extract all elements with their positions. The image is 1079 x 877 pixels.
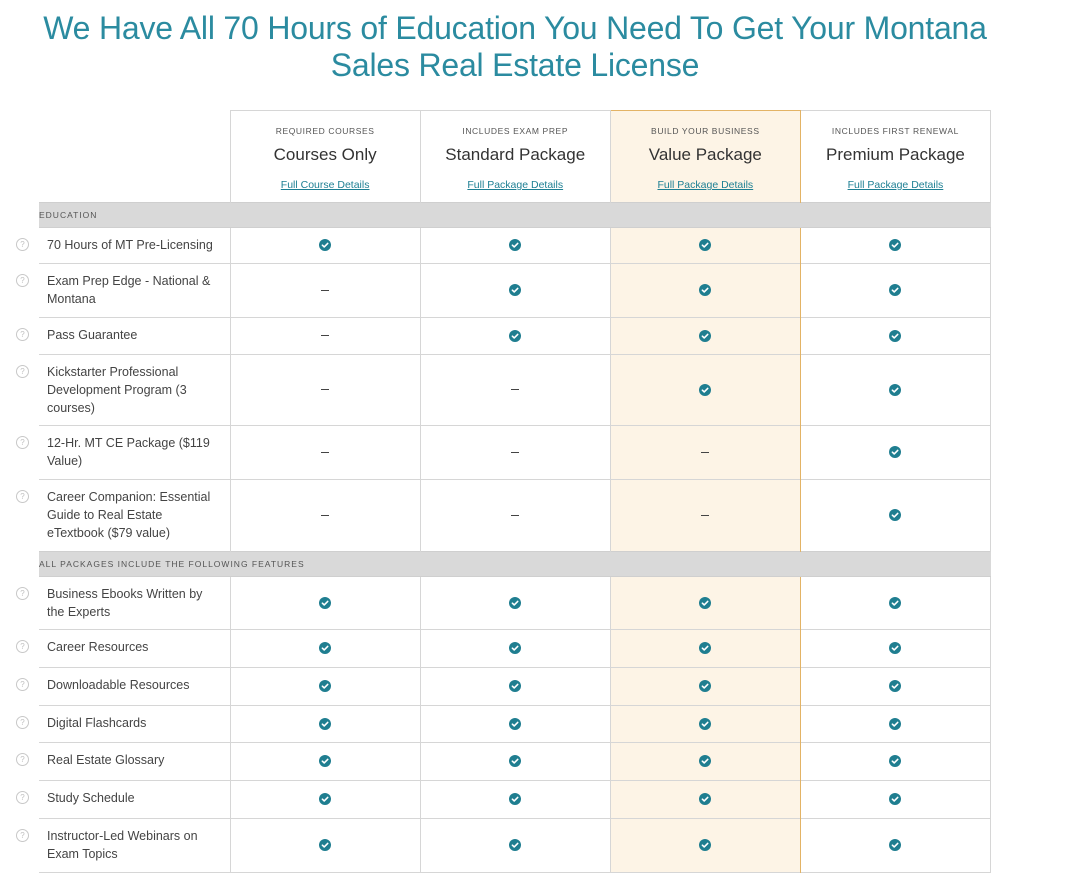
- package-value-cell: [420, 706, 610, 743]
- package-value-cell: [420, 630, 610, 668]
- package-value-cell: [420, 355, 610, 426]
- package-name: Courses Only: [273, 145, 377, 164]
- header-spacer: [39, 111, 230, 203]
- package-name: Standard Package: [445, 145, 586, 164]
- package-value-cell: [610, 781, 800, 819]
- package-tag: INCLUDES FIRST RENEWAL: [831, 126, 959, 136]
- package-value-cell: [800, 706, 990, 743]
- check-circle-icon: [699, 755, 711, 767]
- table-row: [39, 781, 991, 819]
- check-circle-icon: [889, 755, 901, 767]
- package-value-cell: [420, 819, 610, 873]
- check-circle-icon: [319, 718, 331, 730]
- package-value-cell: [610, 355, 800, 426]
- check-circle-icon: [889, 509, 901, 521]
- package-value-cell: [800, 577, 990, 630]
- check-circle-icon: [889, 446, 901, 458]
- feature-cell: [20, 318, 230, 355]
- question-circle-icon[interactable]: ?: [16, 829, 29, 842]
- section-header-row: [39, 552, 991, 577]
- package-value-cell: [800, 426, 990, 480]
- feature-label: Kickstarter Professional Development Program (3 courses): [47, 365, 187, 415]
- check-circle-icon: [509, 239, 521, 251]
- feature-label: 70 Hours of MT Pre-Licensing: [47, 238, 213, 252]
- question-circle-icon[interactable]: ?: [16, 791, 29, 804]
- question-circle-icon[interactable]: ?: [16, 490, 29, 503]
- package-name: Premium Package: [825, 145, 965, 164]
- table-row: [39, 668, 991, 706]
- package-value-cell: [420, 480, 610, 552]
- check-circle-icon: [889, 680, 901, 692]
- feature-cell: [20, 355, 230, 426]
- question-circle-icon[interactable]: ?: [16, 587, 29, 600]
- feature-cell: [20, 264, 230, 318]
- check-circle-icon: [319, 839, 331, 851]
- check-circle-icon: [889, 384, 901, 396]
- check-circle-icon: [319, 755, 331, 767]
- feature-label: Instructor-Led Webinars on Exam Topics: [47, 829, 198, 861]
- feature-label: Business Ebooks Written by the Experts: [47, 587, 203, 619]
- dash-icon: [321, 335, 329, 336]
- package-value-cell: [610, 743, 800, 781]
- check-circle-icon: [889, 718, 901, 730]
- package-value-cell: [230, 668, 420, 706]
- package-value-cell: [610, 819, 800, 873]
- package-header-value: [610, 111, 800, 203]
- check-circle-icon: [889, 793, 901, 805]
- full-package-details-link[interactable]: Full Package Details: [467, 179, 564, 191]
- feature-cell: [20, 743, 230, 781]
- question-circle-icon[interactable]: ?: [16, 753, 29, 766]
- question-circle-icon[interactable]: ?: [16, 328, 29, 341]
- check-circle-icon: [509, 718, 521, 730]
- feature-cell: [20, 630, 230, 668]
- package-value-cell: [230, 819, 420, 873]
- check-circle-icon: [509, 330, 521, 342]
- package-value-cell: [800, 318, 990, 355]
- dash-icon: [321, 515, 329, 516]
- package-value-cell: [420, 743, 610, 781]
- table-row: [39, 706, 991, 743]
- feature-label: Exam Prep Edge - National & Montana: [47, 274, 211, 306]
- check-circle-icon: [509, 597, 521, 609]
- dash-icon: [511, 452, 519, 453]
- package-value-cell: [800, 264, 990, 318]
- check-circle-icon: [699, 597, 711, 609]
- package-value-cell: [800, 781, 990, 819]
- question-circle-icon[interactable]: ?: [16, 238, 29, 251]
- table-row: [39, 426, 991, 480]
- package-value-cell: [420, 228, 610, 264]
- package-value-cell: [230, 480, 420, 552]
- package-value-cell: [420, 426, 610, 480]
- question-circle-icon[interactable]: ?: [16, 678, 29, 691]
- feature-label: Pass Guarantee: [47, 328, 138, 342]
- table-row: [39, 577, 991, 630]
- question-circle-icon[interactable]: ?: [16, 716, 29, 729]
- package-value-cell: [230, 781, 420, 819]
- package-value-cell: [230, 318, 420, 355]
- package-value-cell: [420, 264, 610, 318]
- feature-cell: [20, 577, 230, 630]
- table-row: [39, 480, 991, 552]
- table-row: [39, 228, 991, 264]
- package-header-standard: [420, 111, 610, 203]
- dash-icon: [701, 452, 709, 453]
- package-value-cell: [230, 743, 420, 781]
- package-value-cell: [230, 577, 420, 630]
- feature-label: Study Schedule: [47, 791, 135, 805]
- package-value-cell: [800, 819, 990, 873]
- package-value-cell: [420, 577, 610, 630]
- check-circle-icon: [889, 330, 901, 342]
- package-value-cell: [610, 480, 800, 552]
- feature-cell: [20, 706, 230, 743]
- check-circle-icon: [509, 793, 521, 805]
- package-value-cell: [800, 743, 990, 781]
- feature-label: Career Resources: [47, 640, 149, 654]
- dash-icon: [321, 389, 329, 390]
- package-value-cell: [420, 668, 610, 706]
- check-circle-icon: [699, 384, 711, 396]
- question-circle-icon[interactable]: ?: [16, 274, 29, 287]
- dash-icon: [511, 515, 519, 516]
- table-row: [39, 318, 991, 355]
- dash-icon: [321, 290, 329, 291]
- check-circle-icon: [319, 239, 331, 251]
- feature-label: Real Estate Glossary: [47, 753, 165, 767]
- package-value-cell: [610, 318, 800, 355]
- dash-icon: [511, 389, 519, 390]
- dash-icon: [701, 515, 709, 516]
- package-value-cell: [800, 480, 990, 552]
- check-circle-icon: [889, 284, 901, 296]
- check-circle-icon: [699, 642, 711, 654]
- table-row: [39, 264, 991, 318]
- page-title: We Have All 70 Hours of Education You Need To Get Your Montana Sales Real Estate License: [43, 10, 987, 83]
- feature-cell: [20, 781, 230, 819]
- package-name: Value Package: [648, 145, 762, 164]
- check-circle-icon: [889, 239, 901, 251]
- question-circle-icon[interactable]: ?: [16, 640, 29, 653]
- check-circle-icon: [699, 839, 711, 851]
- full-package-details-link[interactable]: Full Package Details: [657, 179, 754, 191]
- package-header-courses-only: [230, 111, 420, 203]
- check-circle-icon: [319, 793, 331, 805]
- package-comparison-table: [20, 110, 991, 873]
- check-circle-icon: [319, 642, 331, 654]
- check-circle-icon: [889, 642, 901, 654]
- check-circle-icon: [509, 839, 521, 851]
- package-value-cell: [610, 426, 800, 480]
- package-value-cell: [230, 426, 420, 480]
- feature-rows: [20, 203, 991, 873]
- feature-label: Career Companion: Essential Guide to Real Estate eTextbook ($79 value): [47, 490, 211, 540]
- question-circle-icon[interactable]: ?: [16, 365, 29, 378]
- check-circle-icon: [699, 793, 711, 805]
- check-circle-icon: [699, 330, 711, 342]
- check-circle-icon: [889, 839, 901, 851]
- check-circle-icon: [509, 284, 521, 296]
- check-circle-icon: [319, 597, 331, 609]
- package-value-cell: [800, 668, 990, 706]
- check-circle-icon: [889, 597, 901, 609]
- check-circle-icon: [509, 680, 521, 692]
- check-circle-icon: [699, 239, 711, 251]
- full-package-details-link[interactable]: Full Package Details: [847, 179, 944, 191]
- table-row: [39, 355, 991, 426]
- package-value-cell: [420, 318, 610, 355]
- table-row: [39, 819, 991, 873]
- check-circle-icon: [319, 680, 331, 692]
- package-value-cell: [610, 228, 800, 264]
- section-title: EDUCATION: [39, 203, 991, 228]
- feature-cell: [20, 480, 230, 552]
- package-value-cell: [230, 630, 420, 668]
- package-tag: REQUIRED COURSES: [275, 126, 375, 136]
- package-value-cell: [610, 668, 800, 706]
- section-title: ALL PACKAGES INCLUDE THE FOLLOWING FEATURES: [39, 552, 991, 577]
- package-value-cell: [610, 706, 800, 743]
- package-value-cell: [230, 264, 420, 318]
- feature-label: Downloadable Resources: [47, 678, 190, 692]
- package-value-cell: [610, 577, 800, 630]
- package-tag: BUILD YOUR BUSINESS: [651, 126, 760, 136]
- check-circle-icon: [699, 680, 711, 692]
- package-value-cell: [800, 228, 990, 264]
- check-circle-icon: [699, 718, 711, 730]
- check-circle-icon: [509, 642, 521, 654]
- feature-cell: [20, 819, 230, 873]
- package-header-row: [39, 111, 991, 203]
- package-value-cell: [800, 355, 990, 426]
- table-row: [39, 630, 991, 668]
- package-value-cell: [800, 630, 990, 668]
- package-value-cell: [610, 630, 800, 668]
- feature-label: 12-Hr. MT CE Package ($119 Value): [47, 436, 210, 468]
- check-circle-icon: [509, 755, 521, 767]
- package-value-cell: [230, 228, 420, 264]
- package-value-cell: [610, 264, 800, 318]
- package-value-cell: [420, 781, 610, 819]
- feature-cell: [20, 668, 230, 706]
- section-header-row: [39, 203, 991, 228]
- package-header-premium: [800, 111, 990, 203]
- feature-label: Digital Flashcards: [47, 716, 147, 730]
- check-circle-icon: [699, 284, 711, 296]
- package-value-cell: [230, 355, 420, 426]
- feature-cell: [20, 426, 230, 480]
- package-value-cell: [230, 706, 420, 743]
- full-course-details-link[interactable]: Full Course Details: [280, 179, 370, 191]
- feature-cell: [20, 228, 230, 264]
- question-circle-icon[interactable]: ?: [16, 436, 29, 449]
- package-tag: INCLUDES EXAM PREP: [462, 126, 569, 136]
- table-row: [39, 743, 991, 781]
- dash-icon: [321, 452, 329, 453]
